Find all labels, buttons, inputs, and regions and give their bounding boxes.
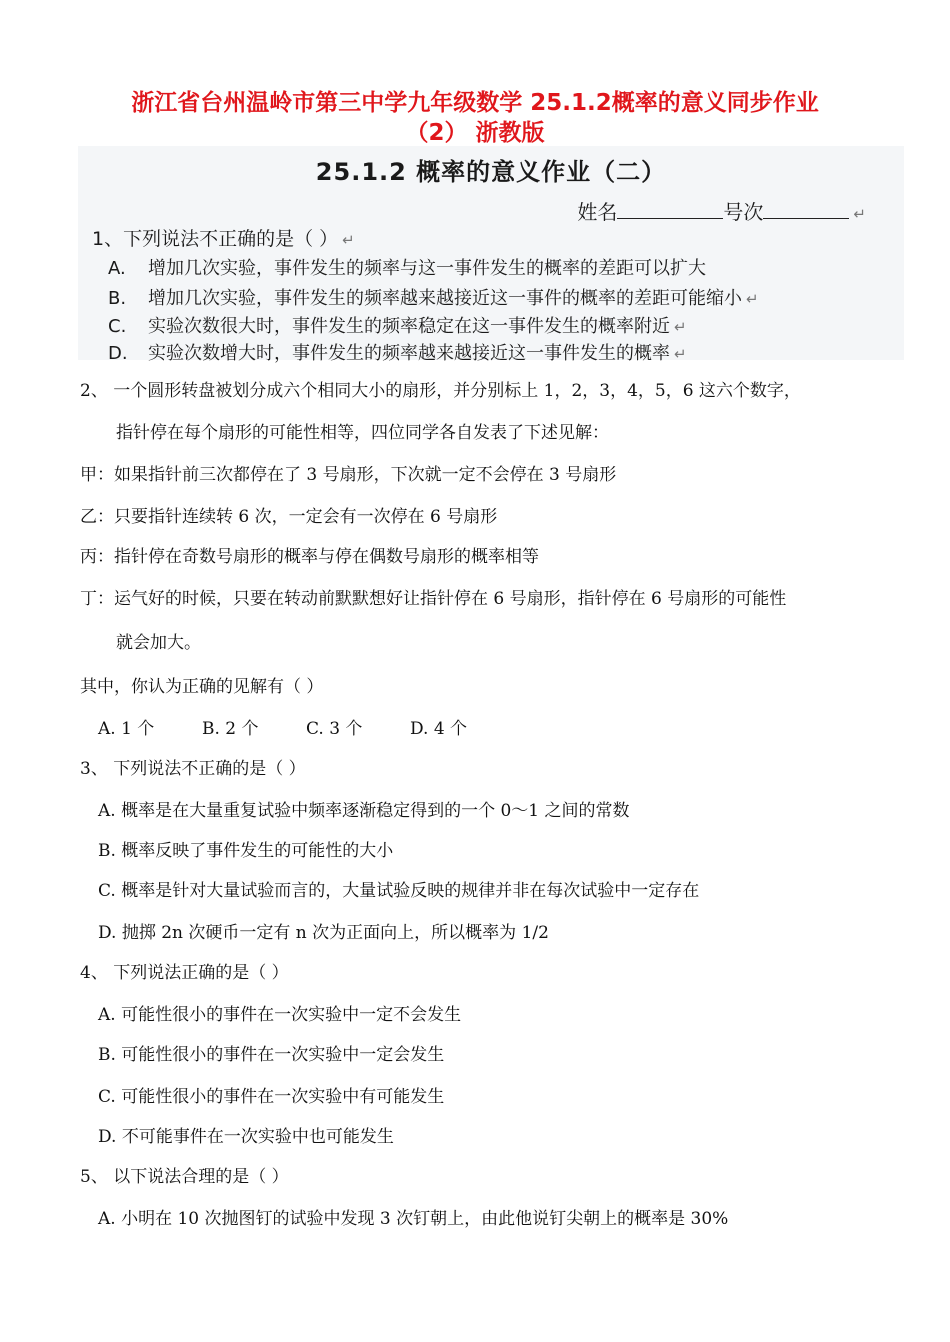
document-title-line-2: （2） 浙教版	[405, 120, 545, 146]
question-2-view-jia: 甲：如果指针前三次都停在了 3 号扇形，下次就一定不会停在 3 号扇形	[80, 465, 617, 485]
question-2-ask: 其中，你认为正确的见解有（ ）	[80, 677, 324, 697]
question-2-view-ding-line-1: 丁：运气好的时候，只要在转动前默默想好让指针停在 6 号扇形，指针停在 6 号扇形的可能性	[80, 589, 787, 609]
question-2-option-a: A. 1 个	[98, 719, 155, 739]
question-1-option-b: B. 增加几次实验，事件发生的频率越来越接近这一事件的概率的差距可能缩小 ↵	[108, 288, 759, 309]
question-1-option-a: A. 增加几次实验，事件发生的频率与这一事件发生的概率的差距可以扩大	[108, 258, 706, 279]
worksheet-heading: 25.1.2 概率的意义作业（二）	[315, 158, 667, 186]
question-2-line-1: 2、 一个圆形转盘被划分成六个相同大小的扇形，并分别标上 1，2，3，4，5，6 这六个数字，	[80, 381, 801, 401]
question-2-option-b: B. 2 个	[202, 719, 259, 739]
question-1-option-c: C. 实验次数很大时，事件发生的频率稳定在这一事件发生的概率附近 ↵	[108, 316, 687, 337]
scanned-worksheet-image	[78, 146, 904, 364]
number-blank	[763, 200, 849, 219]
question-4-option-a: A. 可能性很小的事件在一次实验中一定不会发生	[98, 1005, 462, 1025]
question-2-line-2: 指针停在每个扇形的可能性相等，四位同学各自发表了下述见解：	[116, 423, 609, 443]
pilcrow-icon: ↵	[746, 290, 759, 308]
pilcrow-icon: ↵	[674, 345, 687, 363]
question-2-option-c: C. 3 个	[306, 719, 363, 739]
question-3-option-b: B. 概率反映了事件发生的可能性的大小	[98, 841, 394, 861]
name-label: 姓名	[577, 200, 618, 224]
question-2-view-ding-line-2: 就会加大。	[116, 633, 201, 653]
student-info-fields	[577, 196, 866, 225]
question-4-option-b: B. 可能性很小的事件在一次实验中一定会发生	[98, 1045, 445, 1065]
question-4-option-d: D. 不可能事件在一次实验中也可能发生	[98, 1127, 394, 1147]
pilcrow-icon: ↵	[853, 205, 866, 223]
question-2-view-bing: 丙：指针停在奇数号扇形的概率与停在偶数号扇形的概率相等	[80, 547, 539, 567]
question-3-option-a: A. 概率是在大量重复试验中频率逐渐稳定得到的一个 0～1 之间的常数	[98, 801, 630, 821]
question-4-option-c: C. 可能性很小的事件在一次实验中有可能发生	[98, 1087, 445, 1107]
name-blank	[617, 200, 723, 219]
question-3-option-d: D. 抛掷 2n 次硬币一定有 n 次为正面向上，所以概率为 1/2	[98, 923, 549, 943]
pilcrow-icon: ↵	[342, 231, 355, 249]
question-2-options	[98, 718, 467, 740]
question-3-stem: 3、 下列说法不正确的是（ ）	[80, 759, 306, 779]
number-label: 号次	[723, 200, 764, 224]
question-1-option-d: D. 实验次数增大时，事件发生的频率越来越接近这一事件发生的概率 ↵	[108, 343, 687, 364]
question-2-option-d: D. 4 个	[410, 719, 468, 739]
question-1-stem: 1、下列说法不正确的是（ ） ↵	[92, 228, 355, 250]
question-4-stem: 4、 下列说法正确的是（ ）	[80, 963, 289, 983]
pilcrow-icon: ↵	[674, 318, 687, 336]
question-5-option-a: A. 小明在 10 次抛图钉的试验中发现 3 次钉朝上，由此他说钉尖朝上的概率是 30%	[98, 1209, 729, 1229]
document-title-line-1: 浙江省台州温岭市第三中学九年级数学 25.1.2概率的意义同步作业	[131, 90, 819, 116]
question-3-option-c: C. 概率是针对大量试验而言的，大量试验反映的规律并非在每次试验中一定存在	[98, 881, 700, 901]
question-5-stem: 5、 以下说法合理的是（ ）	[80, 1167, 289, 1187]
question-2-view-yi: 乙：只要指针连续转 6 次，一定会有一次停在 6 号扇形	[80, 507, 498, 527]
